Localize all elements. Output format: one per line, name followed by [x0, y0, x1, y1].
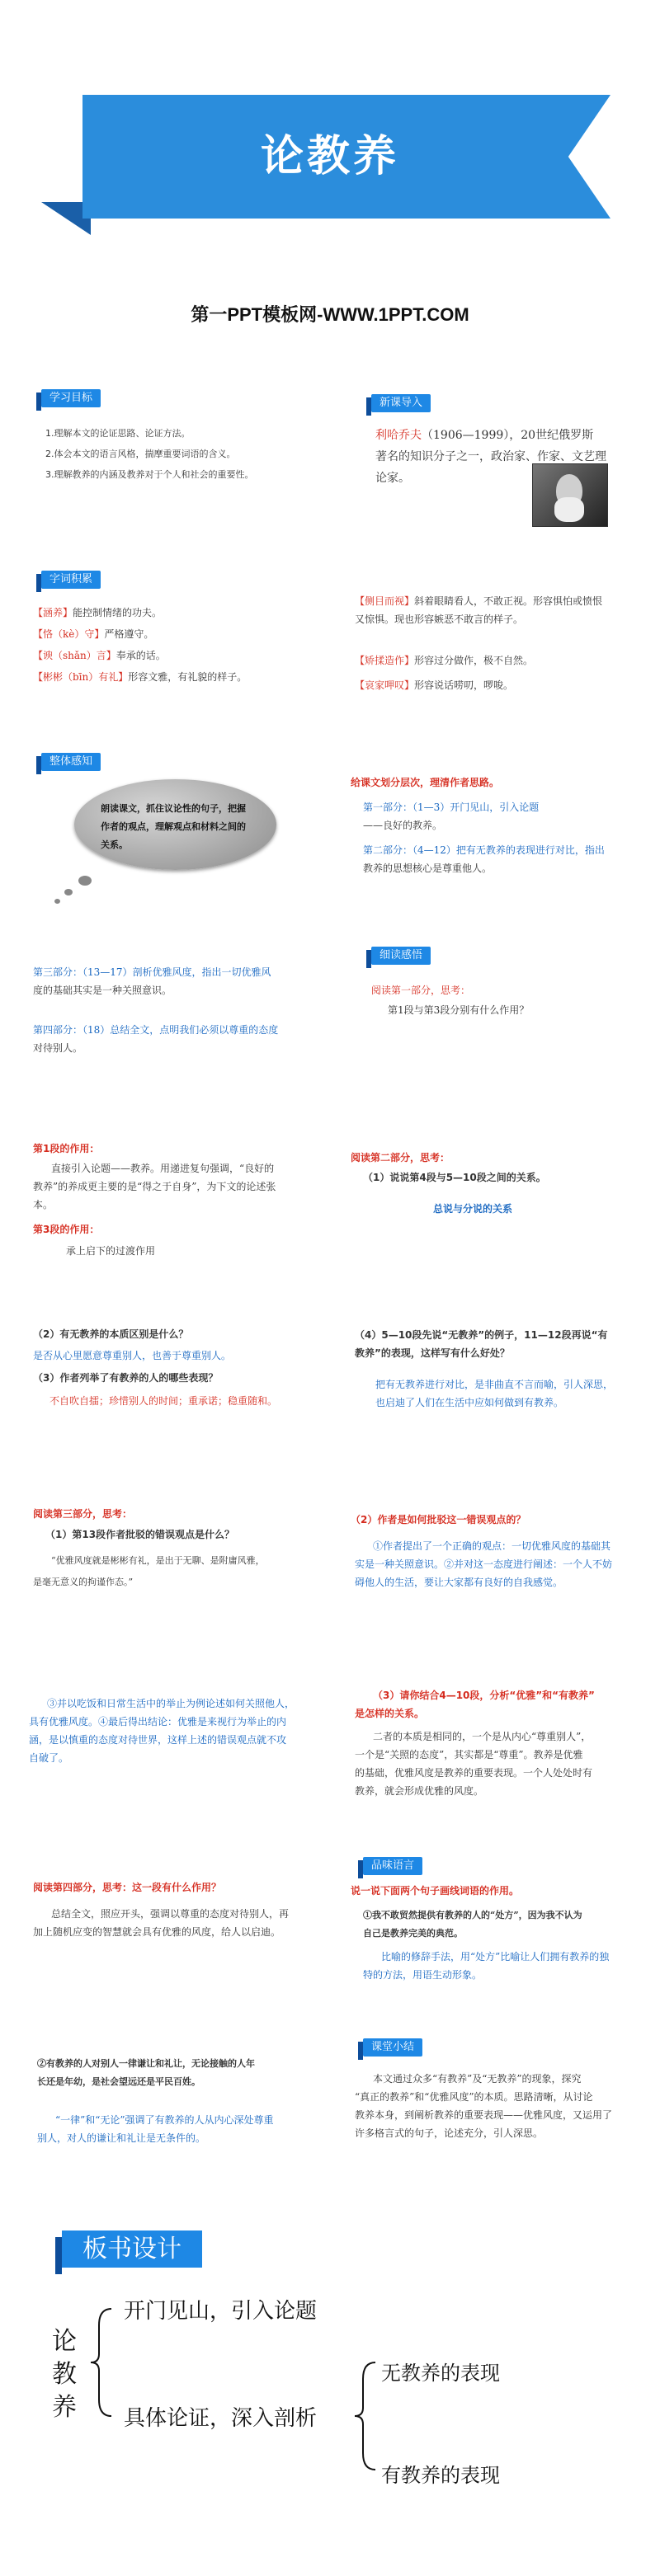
part-2-cont: 教养的思想核心是尊重他人。 — [363, 863, 493, 874]
part-4 — [33, 1021, 278, 1057]
part3-a1-line-1: “优雅风度就是彬彬有礼，是出于无聊、是附庸风雅， — [51, 1555, 265, 1566]
part3-a3-line-3: 的基础，优雅风度是教养的重要表现。一个人处处时有 — [355, 1767, 593, 1779]
tag-overview: 整体感知 — [41, 753, 101, 771]
vocab-3 — [33, 646, 166, 665]
goal-3: 3.理解教养的内涵及教养对于个人和社会的重要性。 — [45, 469, 254, 480]
part2-a3: 不自吹自擂；珍惜别人的时间；重承诺；稳重随和。 — [50, 1395, 278, 1407]
example-2-line-2: 长还是年幼，是社会望远还是平民百姓。 — [37, 2076, 200, 2087]
part2-a1: 总说与分说的关系 — [433, 1203, 513, 1215]
summary-line-1: 本文通过众多“有教养”及“无教养”的现象，探究 — [373, 2073, 582, 2085]
structure-heading: 给课文划分层次，理清作者思路。 — [351, 777, 500, 788]
part-1 — [363, 798, 539, 834]
part2-a4 — [375, 1375, 613, 1412]
para3-role: 承上启下的过渡作用 — [66, 1245, 156, 1257]
tag-learning-goals: 学习目标 — [41, 389, 101, 407]
site-watermark: 第一PPT模板网-WWW.1PPT.COM — [191, 304, 469, 325]
read-part1-question: 第1段与第3段分别有什么作用？ — [388, 1004, 530, 1016]
board-leaf-1: 无教养的表现 — [381, 2362, 500, 2385]
vocab-1 — [33, 604, 162, 622]
part3-a3 — [355, 1728, 592, 1800]
part3-q1: （1）第13段作者批驳的错误观点是什么？ — [45, 1529, 235, 1540]
goal-2: 2.体会本文的语言风格，揣摩重要词语的含义。 — [45, 449, 236, 459]
cloud-dot — [54, 899, 60, 904]
vocab-def: 斜着眼睛看人，不敢正视。形容惧怕或愤恨 — [414, 595, 603, 607]
summary-line-2: “真正的教养”和“优雅风度”的本质。思路清晰，从讨论 — [355, 2091, 593, 2103]
author-portrait — [532, 463, 608, 527]
vocab-word: 【谀（shǎn）言】 — [33, 650, 116, 661]
part3-a2-cont-line-1: ③并以吃饭和日常生活中的举止为例论述如何关照他人， — [47, 1698, 295, 1709]
part-2-text: 第二部分：（4—12）把有无教养的表现进行对比，指出 — [363, 844, 605, 856]
part4-answer-line-1: 总结全文，照应开头，强调以尊重的态度对待别人，再 — [51, 1908, 290, 1920]
language-example-1 — [363, 1906, 582, 1943]
part-4-text: 第四部分：（18）总结全文，点明我们必须以尊重的态度 — [33, 1024, 279, 1036]
para1-role — [33, 1159, 276, 1214]
vocab-def: 形容说话唠叨，啰唆。 — [414, 679, 514, 691]
part3-a3-line-4: 教养，就会形成优雅的风度。 — [355, 1785, 484, 1797]
para1-role-line-2: 教养”的养成更主要的是“得之于自身”，为下文的论述张 — [33, 1181, 276, 1192]
part3-q3-line-2: 是怎样的关系。 — [355, 1708, 425, 1719]
board-leaf-2: 有教养的表现 — [381, 2464, 500, 2487]
board-root-char: 养 — [52, 2393, 77, 2422]
tag-summary: 课堂小结 — [363, 2038, 422, 2057]
author-name: 利哈乔夫 — [375, 429, 422, 442]
cloud-text: 朗读课文，抓住议论性的句子，把握作者的观点，理解观点和材料之间的关系。 — [101, 803, 246, 850]
part2-q4-line-1: （4）5—10段先说“无教养”的例子，11—12段再说“有 — [355, 1329, 608, 1341]
part-4-cont: 对待别人。 — [33, 1042, 83, 1054]
part3-a3-line-2: 一个是“关照的态度”，其实都是“尊重”。教养是优雅 — [355, 1749, 583, 1760]
part4-answer — [33, 1905, 289, 1941]
para1-role-heading: 第1段的作用： — [33, 1143, 100, 1154]
example-1-line-1: ①我不敢贸然提供有教养的人的“处方”，因为我不认为 — [363, 1910, 582, 1920]
tag-board-design: 板书设计 — [62, 2230, 202, 2268]
vocab-6 — [355, 651, 533, 670]
vocab-word: 【恪（kè）守】 — [33, 628, 105, 640]
part2-q3: （3）作者列举了有教养的人的哪些表现？ — [33, 1372, 219, 1384]
part3-a1 — [33, 1550, 265, 1593]
goal-1: 1.理解本文的论证思路、论证方法。 — [45, 428, 191, 439]
board-branch-1: 开门见山，引入论题 — [124, 2299, 318, 2324]
author-line-2: 著名的知识分子之一，政治家、作家、文艺理 — [375, 450, 606, 463]
part2-a4-line-2: 也启迪了人们在生活中应如何做到有教养。 — [375, 1397, 564, 1408]
vocab-word: 【矫揉造作】 — [355, 655, 415, 666]
part3-a2 — [355, 1537, 612, 1591]
board-root-char: 论 — [52, 2327, 77, 2356]
read-part1-prompt: 阅读第一部分，思考： — [371, 985, 471, 996]
answer-2-line-1: “一律”和“无论”强调了有教养的人从内心深处尊重 — [55, 2114, 274, 2126]
board-branch-2: 具体论证，深入剖析 — [124, 2406, 318, 2431]
part3-a2-line-3: 碍他人的生活，要让大家都有良好的自我感觉。 — [355, 1577, 563, 1588]
vocab-word: 【彬彬（bīn）有礼】 — [33, 671, 129, 683]
page-title: 论教养 — [260, 132, 399, 181]
vocab-5 — [355, 592, 602, 628]
part3-a2-cont — [29, 1695, 295, 1767]
board-brace-2 — [351, 2354, 384, 2478]
part3-a2-line-2: 实是一种关照意识。②并对这一态度进行阐述：一个人不妨 — [355, 1558, 613, 1570]
language-answer-1 — [363, 1948, 609, 1984]
tag-close-reading: 细读感悟 — [371, 947, 431, 965]
part4-answer-line-2: 加上随机应变的智慧就会具有优雅的风度，给人以启迪。 — [33, 1926, 281, 1938]
part3-a2-cont-line-3: 涵，是以慎重的态度对待世界，这样上述的错误观点就不攻 — [29, 1734, 287, 1746]
vocab-7 — [355, 676, 513, 694]
cloud-dot — [78, 876, 92, 886]
author-line-1: （1906—1999），20世纪俄罗斯 — [422, 429, 594, 442]
part3-a2-line-1: ①作者提出了一个正确的观点：一切优雅风度的基础其 — [373, 1540, 611, 1552]
part-3-cont: 度的基础其实是一种关照意识。 — [33, 985, 172, 996]
tag-vocab: 字词积累 — [41, 571, 101, 589]
board-root — [48, 2325, 81, 2424]
tag-intro: 新课导入 — [371, 394, 431, 412]
board-brace-1 — [87, 2301, 120, 2424]
language-prompt: 说一说下面两个句子画线词语的作用。 — [351, 1885, 520, 1897]
example-1-line-2: 自己是教养完美的典范。 — [363, 1928, 463, 1939]
answer-1-line-2: 特的方法，用语生动形象。 — [363, 1969, 483, 1981]
language-answer-2 — [37, 2111, 274, 2147]
title-banner — [82, 95, 610, 219]
part2-a4-line-1: 把有无教养进行对比，是非曲直不言而喻，引人深思， — [375, 1379, 614, 1390]
example-2-line-1: ②有教养的人对别人一律谦让和礼让，无论接触的人年 — [37, 2058, 255, 2069]
part3-a2-cont-line-2: 具有优雅风度。④最后得出结论：优雅是来视行为举止的内 — [29, 1716, 287, 1728]
vocab-word: 【涵养】 — [33, 607, 73, 618]
part3-q3-line-1: （3）请你结合4—10段，分析“优雅”和“有教养” — [373, 1690, 595, 1701]
part2-prompt: 阅读第二部分，思考： — [351, 1152, 450, 1163]
part3-prompt: 阅读第三部分，思考： — [33, 1508, 133, 1520]
part3-a3-line-1: 二者的本质是相同的，一个是从内心“尊重别人”， — [373, 1731, 592, 1742]
part-2 — [363, 841, 605, 877]
vocab-def-cont: 又惊惧。现也形容嫉恶不敢言的样子。 — [355, 613, 524, 625]
part2-q4 — [355, 1326, 607, 1362]
vocab-def: 形容过分做作，极不自然。 — [414, 655, 534, 666]
part-3 — [33, 963, 271, 999]
vocab-4 — [33, 668, 247, 686]
vocab-def: 奉承的话。 — [116, 650, 166, 661]
vocab-word: 【哀家呷叹】 — [355, 679, 415, 691]
thought-cloud — [74, 779, 276, 882]
vocab-2 — [33, 625, 153, 643]
part3-a1-line-2: 是毫无意义的拘谨作态。” — [33, 1577, 134, 1587]
summary-line-4: 许多格言式的句子，论述充分，引人深思。 — [355, 2127, 544, 2139]
vocab-def: 严格遵守。 — [104, 628, 154, 640]
summary-line-3: 教养本身，到阐析教养的重要表现——优雅风度，又运用了 — [355, 2109, 613, 2121]
tag-language: 品味语言 — [363, 1857, 422, 1875]
vocab-def: 能控制情绪的功夫。 — [73, 607, 163, 618]
part-1-text: 第一部分：（1—3）开门见山，引入论题 — [363, 801, 540, 813]
part-3-text: 第三部分：（13—17）剖析优雅风度，指出一切优雅风 — [33, 966, 271, 978]
portrait-beard — [554, 497, 584, 522]
part3-q2: （2）作者是如何批驳这一错误观点的？ — [351, 1514, 526, 1525]
para3-role-heading: 第3段的作用： — [33, 1224, 100, 1235]
part2-a2: 是否从心里愿意尊重别人，也善于尊重别人。 — [33, 1350, 232, 1361]
vocab-def: 形容文雅，有礼貌的样子。 — [128, 671, 248, 683]
para1-role-line-1: 直接引入论题——教养。用递进复句强调，“良好的 — [51, 1163, 275, 1174]
part-1-cont: ——良好的教养。 — [363, 820, 443, 831]
part3-a2-cont-line-4: 自破了。 — [29, 1752, 69, 1764]
para1-role-line-3: 本。 — [33, 1199, 54, 1210]
language-example-2 — [37, 2055, 255, 2091]
vocab-word: 【侧目而视】 — [355, 595, 415, 607]
answer-1-line-1: 比喻的修辞手法，用“处方”比喻让人们拥有教养的独 — [381, 1951, 610, 1963]
cloud-dot — [64, 889, 73, 895]
part3-q3 — [355, 1686, 595, 1723]
board-root-char: 教 — [52, 2360, 77, 2389]
summary-text — [355, 2070, 612, 2142]
part2-q1: （1）说说第4段与5—10段之间的关系。 — [363, 1172, 546, 1183]
answer-2-line-2: 别人，对人的谦让和礼让是无条件的。 — [37, 2132, 206, 2144]
part2-q2: （2）有无教养的本质区别是什么？ — [33, 1328, 189, 1340]
author-line-3: 论家。 — [375, 472, 410, 485]
part4-prompt: 阅读第四部分，思考：这一段有什么作用？ — [33, 1882, 222, 1893]
part2-q4-line-2: 教养”的表现，这样写有什么好处？ — [355, 1347, 510, 1359]
